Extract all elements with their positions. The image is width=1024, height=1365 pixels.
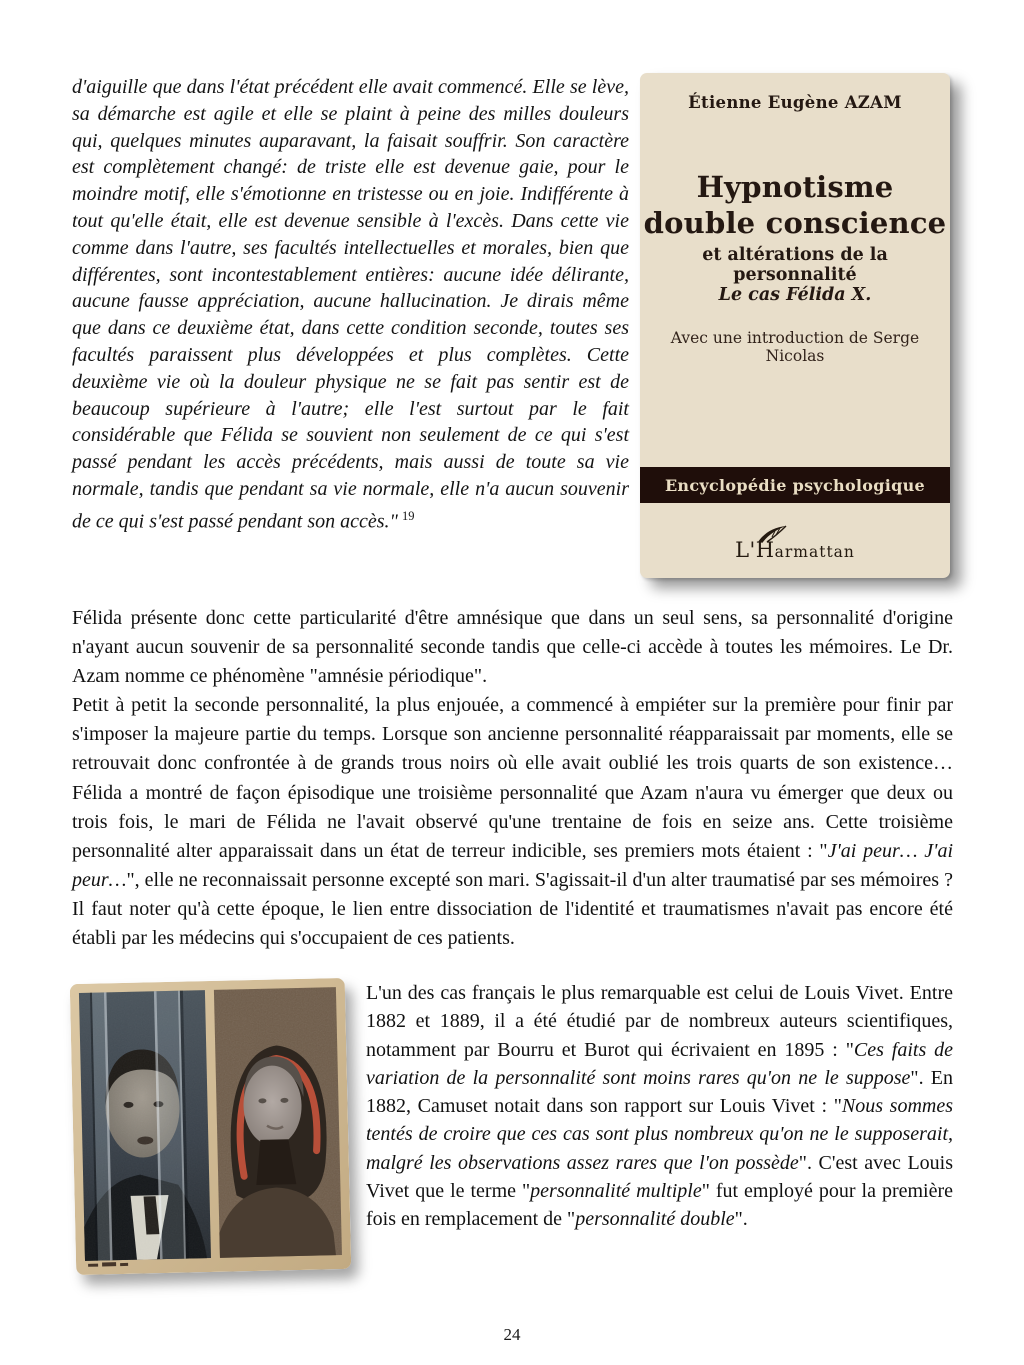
cover-series-band bbox=[640, 467, 950, 503]
feather-icon bbox=[756, 525, 788, 543]
footnote-reference: 19 bbox=[401, 508, 415, 523]
cover-introduction: Avec une introduction de Serge Nicolas bbox=[670, 329, 920, 365]
cover-author: Étienne Eugène AZAM bbox=[688, 93, 902, 112]
jai-peur-quote: J'ai peur… J'ai peur… bbox=[72, 839, 953, 891]
publisher-prefix: L'H bbox=[735, 538, 775, 562]
louis-vivet-photo-collage bbox=[70, 978, 352, 1275]
cover-case-title: Le cas Félida X. bbox=[718, 285, 872, 305]
personnalite-multiple-term: personnalité multiple bbox=[530, 1180, 702, 1203]
quotation-block bbox=[72, 74, 629, 535]
page-number: 24 bbox=[503, 1325, 521, 1344]
louis-vivet-text: ". C'est avec Louis Vivet que le terme " bbox=[366, 1151, 954, 1203]
cover-title-line2: double conscience bbox=[643, 206, 947, 240]
bourru-burot-quote: Ces faits de variation de la personnalité sont moins rares qu'on ne le suppose bbox=[366, 1038, 953, 1089]
woman-portrait-photo bbox=[214, 987, 342, 1258]
camuset-quote: Nous sommes tentés de croire que ces cas sont plus nombreux qu'on ne le supposerait, malgré les observations assez rares que l'on possède bbox=[366, 1095, 953, 1174]
body-text bbox=[72, 604, 953, 953]
louis-vivet-paragraph bbox=[366, 979, 953, 1234]
paragraph-personnalites-text: Petit à petit la seconde personnalité, la plus enjouée, a commencé à empiéter sur la première pour finir par s'imposer la majeure partie du temps. Lorsque son ancienne personnalité réapparaissait par moments, elle se retrouvait donc confrontée à de grands trous noirs où elle avait oublié les trois quarts de son existence… Félida a montré de façon épisodique une troisième personnalité que Azam n'aura vu émerger que deux ou trois fois, le mari de Félida ne l'avait observé qu'une trentaine de fois en seize ans. Cette troisième personnalité alter apparaissait dans un état de terreur indicible, ses premiers mots étaient : " bbox=[72, 694, 953, 862]
louis-vivet-text: ". En 1882, Camuset notait dans son rapport sur Louis Vivet : " bbox=[366, 1066, 953, 1118]
paragraph-personnalites bbox=[72, 691, 953, 953]
photo-collage-graphic bbox=[70, 978, 352, 1275]
cover-title bbox=[640, 169, 950, 241]
paragraph-amnesie bbox=[72, 604, 953, 691]
man-portrait-photo bbox=[79, 990, 211, 1261]
paragraph-personnalites-suite: ", elle ne reconnaissait personne excepté son mari. S'agissait-il d'un alter traumatisé par ses mémoires ? Il faut noter qu'à cette époque, le lien entre dissociation de l'identité et traumatismes n'avait pas encore été établi par les médecins qui s'occupaient de ces patients. bbox=[72, 868, 953, 950]
book-cover bbox=[640, 73, 950, 578]
louis-vivet-text: L'un des cas français le plus remarquable est celui de Louis Vivet. Entre 1882 et 1889, il a été étudié par de nombreux auteurs scientifiques, notamment par Bourru et Burot qui écrivaient en 1895 : " bbox=[366, 982, 953, 1061]
personnalite-double-term: personnalité double bbox=[575, 1208, 735, 1231]
cover-subtitle: et altérations de la personnalité bbox=[702, 245, 888, 285]
cover-series-label: Encyclopédie psychologique bbox=[664, 475, 926, 495]
publisher-suffix: armattan bbox=[774, 543, 855, 561]
cover-title-line1: Hypnotisme bbox=[696, 170, 894, 204]
louis-vivet-text: " fut employé pour la première fois en remplacement de " bbox=[366, 1180, 954, 1231]
publisher-logo bbox=[640, 538, 950, 562]
quotation-text: d'aiguille que dans l'état précédent elle avait commencé. Elle se lève, sa démarche est agile et elle se plaint à peine des milles douleurs qui, quelques minutes auparavant, la faisait souffrir. Son caractère est complètement changé: de triste elle est devenue gaie, pour le moindre motif, elle s'émotionne en tristesse ou en joie. Indifférente à tout qu'elle était, elle est devenue sensible à l'excès. Dans cette vie comme dans l'autre, ses facultés intellectuelles et morales, bien que différentes, sont incontestablement entières: aucune idée délirante, aucune fausse appréciation, aucune hallucination. Je dirais même que dans ce deuxième état, dans cette condition seconde, toutes ses facultés paraissent plus développées et plus complètes. Cette deuxième vie où la douleur physique ne se fait pas sentir est de beaucoup supérieure à l'autre; elle l'est surtout par le fait considérable que Félida se souvient non seulement de ce qui s'est passé pendant les accès précédents, mais aussi de toute sa vie normale, tandis que pendant sa vie normale, elle n'a aucun souvenir de ce qui s'est passé pendant son accès." bbox=[72, 76, 629, 533]
louis-vivet-text: ". bbox=[734, 1208, 748, 1231]
paragraph-amnesie-text: Félida présente donc cette particularité d'être amnésique que dans un seul sens, sa personnalité d'origine n'ayant aucun souvenir de sa personnalité seconde tandis que celle-ci accède à toutes les mémoires. Le Dr. Azam nomme ce phénomène "amnésie périodique". bbox=[72, 607, 953, 688]
